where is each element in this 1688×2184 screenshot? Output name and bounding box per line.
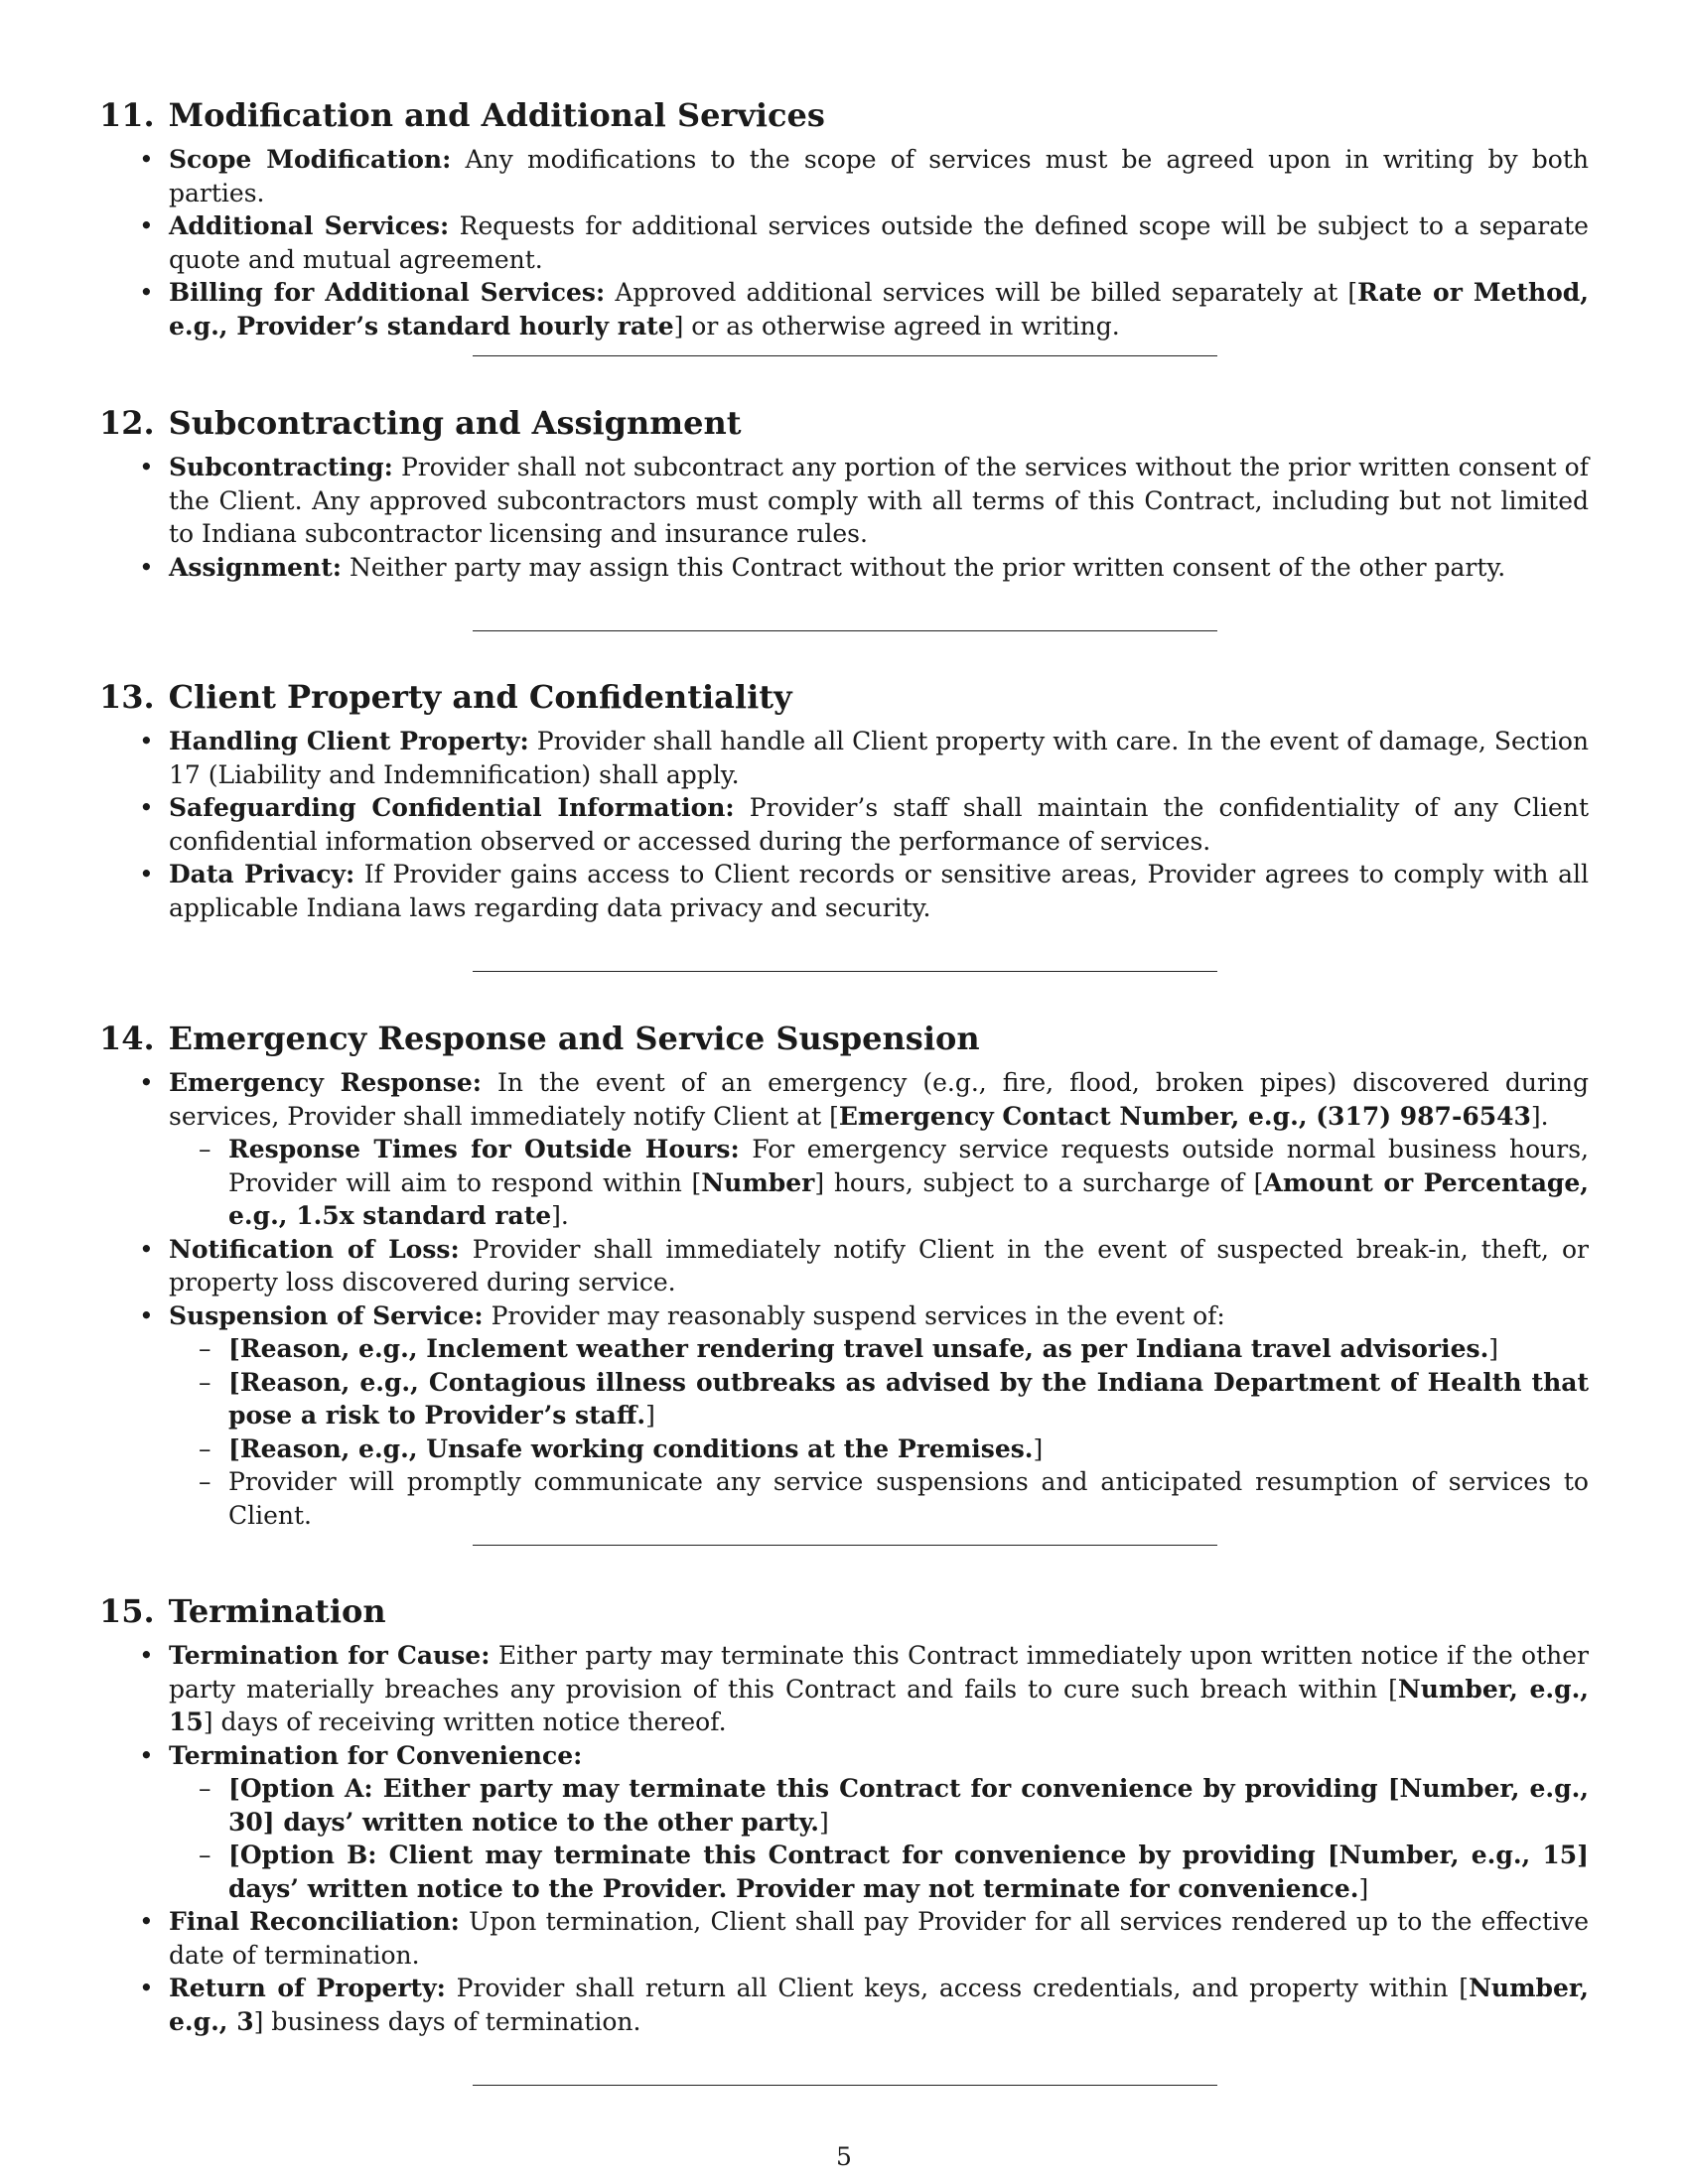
- section-bullet-list: [99, 1066, 1589, 1532]
- sub-list-item: – Provider will promptly communicate any service suspensions and anticipated resumption of services to Client.: [228, 1465, 1589, 1532]
- list-item: • Suspension of Service: Provider may reasonably suspend services in the event of: – [Reason, e.g., Inclement weather rendering travel unsafe, as per Indiana travel advisories.] – [Reason, e.g., Contagious illness outbreaks as advised by the Indiana Department of Health that pose a risk to Provider’s staff.] – [Reason, e.g., Unsafe working conditions at the Premises.] – Provider will promptly communicate any service suspensions and anticipated resumption of services to Client.: [169, 1299, 1589, 1533]
- section-11: [99, 95, 1589, 342]
- sub-list: [169, 1772, 1589, 1905]
- list-item: • Emergency Response: In the event of an emergency (e.g., fire, flood, broken pipes) discovered during services, Provider shall immediately notify Client at [Emergency Contact Number, e.g., (317) 987-6543]. – Response Times for Outside Hours: For emergency service requests outside normal business hours, Provider will aim to respond within [Number] hours, subject to a surcharge of [Amount or Percentage, e.g., 1.5x standard rate].: [169, 1066, 1589, 1233]
- section-bullet-list: [99, 143, 1589, 342]
- section-14: [99, 1019, 1589, 1532]
- sub-list-item: – [Reason, e.g., Inclement weather rendering travel unsafe, as per Indiana travel advisories.]: [228, 1332, 1589, 1366]
- list-item: • Return of Property: Provider shall return all Client keys, access credentials, and property within [Number, e.g., 3] business days of termination.: [169, 1972, 1589, 2038]
- sub-list: [169, 1332, 1589, 1532]
- list-item: • Assignment: Neither party may assign this Contract without the prior written consent of the other party.: [169, 551, 1589, 585]
- sub-list-item: – [Option A: Either party may terminate this Contract for convenience by providing [Number, e.g., 30] days’ written notice to the other party.]: [228, 1772, 1589, 1839]
- sub-list-item: – Response Times for Outside Hours: For emergency service requests outside normal business hours, Provider will aim to respond within [Number] hours, subject to a surcharge of [Amount or Percentage, e.g., 1.5x standard rate].: [228, 1133, 1589, 1233]
- list-item: • Safeguarding Confidential Information: Provider’s staff shall maintain the confidentiality of any Client confidential information observed or accessed during the performance of services.: [169, 791, 1589, 858]
- section-bullet-list: [99, 725, 1589, 924]
- list-item: • Additional Services: Requests for additional services outside the defined scope will be subject to a separate quote and mutual agreement.: [169, 209, 1589, 276]
- section-divider: [473, 971, 1217, 972]
- section-15: [99, 1591, 1589, 2038]
- sub-list-item: – [Reason, e.g., Unsafe working conditions at the Premises.]: [228, 1433, 1589, 1466]
- section-divider: [473, 2085, 1217, 2086]
- section-13: [99, 677, 1589, 924]
- page-number: 5: [836, 2142, 852, 2171]
- list-item: • Data Privacy: If Provider gains access to Client records or sensitive areas, Provider agrees to comply with all applicable Indiana laws regarding data privacy and security.: [169, 858, 1589, 924]
- list-item: • Notification of Loss: Provider shall immediately notify Client in the event of suspected break-in, theft, or property loss discovered during service.: [169, 1233, 1589, 1299]
- sub-list: [169, 1133, 1589, 1233]
- list-item: • Termination for Convenience: – [Option A: Either party may terminate this Contract for convenience by providing [Number, e.g., 30] days’ written notice to the other party.] – [Option B: Client may terminate this Contract for convenience by providing [Number, e.g., 15] days’ written notice to the Provider. Provider may not terminate for convenience.]: [169, 1739, 1589, 1906]
- sub-list-item: – [Reason, e.g., Contagious illness outbreaks as advised by the Indiana Department of Health that pose a risk to Provider’s staff.]: [228, 1366, 1589, 1433]
- section-12: [99, 403, 1589, 584]
- list-item: • Subcontracting: Provider shall not subcontract any portion of the services without the prior written consent of the Client. Any approved subcontractors must comply with all terms of this Contract, including but not limited to Indiana subcontractor licensing and insurance rules.: [169, 451, 1589, 551]
- list-item: • Handling Client Property: Provider shall handle all Client property with care. In the event of damage, Section 17 (Liability and Indemnification) shall apply.: [169, 725, 1589, 791]
- list-item: • Scope Modification: Any modifications to the scope of services must be agreed upon in writing by both parties.: [169, 143, 1589, 209]
- section-divider: [473, 630, 1217, 631]
- section-divider: [473, 355, 1217, 356]
- section-divider: [473, 1545, 1217, 1546]
- sub-list-item: – [Option B: Client may terminate this Contract for convenience by providing [Number, e.g., 15] days’ written notice to the Provider. Provider may not terminate for convenience.]: [228, 1839, 1589, 1905]
- list-item: • Termination for Cause: Either party may terminate this Contract immediately upon written notice if the other party materially breaches any provision of this Contract and fails to cure such breach within [Number, e.g., 15] days of receiving written notice thereof.: [169, 1639, 1589, 1739]
- section-heading: 13. Client Property and Confidentiality: [99, 678, 792, 716]
- section-heading: 14. Emergency Response and Service Suspension: [99, 1020, 980, 1057]
- section-bullet-list: [99, 451, 1589, 584]
- list-item: • Billing for Additional Services: Approved additional services will be billed separately at [Rate or Method, e.g., Provider’s standard hourly rate] or as otherwise agreed in writing.: [169, 276, 1589, 342]
- section-heading: 15. Termination: [99, 1592, 386, 1630]
- section-heading: 12. Subcontracting and Assignment: [99, 404, 742, 442]
- section-bullet-list: [99, 1639, 1589, 2038]
- section-heading: 11. Modification and Additional Services: [99, 96, 825, 134]
- list-item: • Final Reconciliation: Upon termination, Client shall pay Provider for all services rendered up to the effective date of termination.: [169, 1905, 1589, 1972]
